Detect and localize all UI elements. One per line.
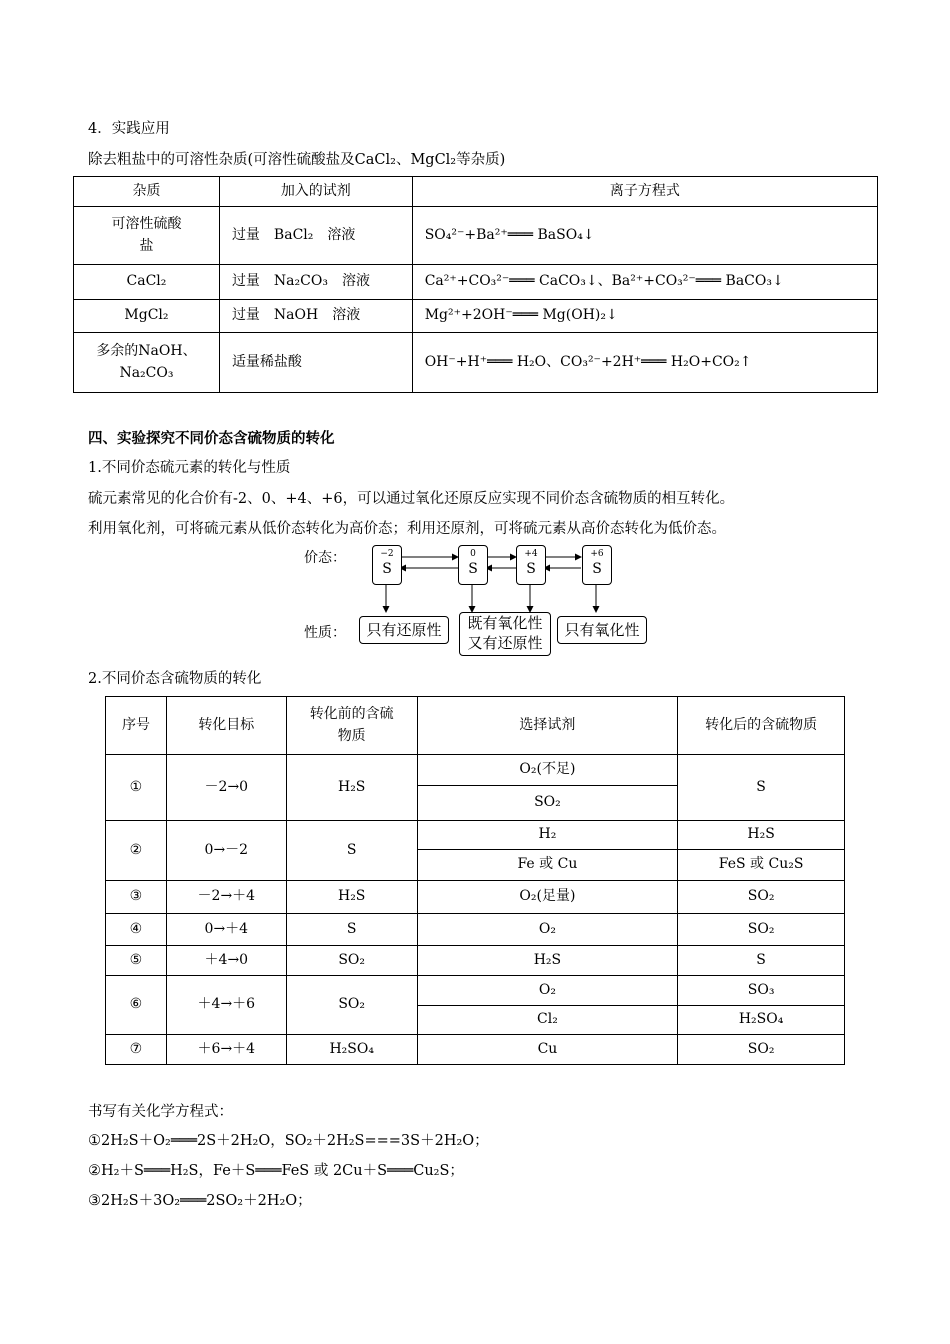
table-row (74, 207, 878, 265)
table-row (106, 755, 845, 786)
table-header-row (74, 177, 878, 207)
after-cell: SO₂ (678, 1035, 845, 1065)
subsection-title: 2.不同价态含硫物质的转化 (88, 671, 262, 687)
valence-diagram (300, 540, 680, 660)
reagent-cell: O₂ (417, 914, 678, 946)
goal-cell: 0→＋4 (166, 914, 286, 946)
goal-cell: ＋6→＋4 (166, 1035, 286, 1065)
before-cell: S (286, 914, 417, 946)
table-header: 转化前的含硫物质 (286, 697, 417, 755)
row-number: ② (106, 821, 167, 881)
before-cell: H₂SO₄ (286, 1035, 417, 1065)
property-line: 既有氧化性 (467, 614, 543, 632)
after-cell: H₂SO₄ (678, 1006, 845, 1035)
goal-cell: －2→＋4 (166, 881, 286, 914)
subsection-title: 1.不同价态硫元素的转化与性质 (88, 460, 291, 476)
table-header: 选择试剂 (417, 697, 678, 755)
paragraph: 利用氧化剂，可将硫元素从低价态转化为高价态；利用还原剂，可将硫元素从高价态转化为低价态。 (88, 521, 726, 537)
reagent-cell: 过量 NaOH 溶液 (219, 300, 412, 333)
reagent-cell: 适量稀盐酸 (219, 333, 412, 393)
table-row (106, 946, 845, 976)
table-row (106, 821, 845, 850)
table-header: 离子方程式 (412, 177, 877, 207)
reagent-cell: Cu (417, 1035, 678, 1065)
element-symbol: S (526, 561, 536, 577)
table-row (106, 976, 845, 1006)
before-cell: H₂S (286, 881, 417, 914)
before-cell: H₂S (286, 755, 417, 821)
after-cell: SO₂ (678, 881, 845, 914)
reagent-cell: Cl₂ (417, 1006, 678, 1035)
before-cell: SO₂ (286, 976, 417, 1035)
before-cell: SO₂ (286, 946, 417, 976)
valence-value: +4 (524, 549, 538, 559)
table-header: 转化目标 (166, 697, 286, 755)
impurity-cell: 多余的NaOH、Na₂CO₃ (74, 333, 220, 393)
reagent-cell: 过量 BaCl₂ 溶液 (219, 207, 412, 265)
table-row (74, 265, 878, 300)
after-cell: SO₂ (678, 914, 845, 946)
sulfur-conversion-table (105, 696, 845, 1065)
row-number: ③ (106, 881, 167, 914)
table-row (106, 881, 845, 914)
valence-value: −2 (380, 549, 394, 559)
reagent-cell: O₂ (417, 976, 678, 1006)
table-row (74, 333, 878, 393)
after-cell: S (678, 755, 845, 821)
reagent-cell: O₂(不足) (417, 755, 678, 786)
property-label: 性质： (304, 625, 346, 641)
equation-line: ①2H₂S＋O₂═══2S＋2H₂O，SO₂＋2H₂S===3S＋2H₂O； (88, 1133, 489, 1149)
table-header: 序号 (106, 697, 167, 755)
table-header: 加入的试剂 (219, 177, 412, 207)
equation-line: ③2H₂S＋3O₂═══2SO₂＋2H₂O； (88, 1193, 312, 1209)
table-row (74, 300, 878, 333)
property-line: 又有还原性 (467, 634, 543, 652)
row-number: ④ (106, 914, 167, 946)
valence-value: 0 (470, 549, 476, 559)
salt-purification-table (73, 176, 878, 393)
row-number: ⑥ (106, 976, 167, 1035)
section-heading: 4．实践应用 (88, 121, 170, 137)
table-row (106, 914, 845, 946)
property-box: 只有氧化性 (557, 616, 647, 644)
table-header: 转化后的含硫物质 (678, 697, 845, 755)
table-header: 杂质 (74, 177, 220, 207)
element-symbol: S (382, 561, 392, 577)
goal-cell: 0→－2 (166, 821, 286, 881)
reagent-cell: H₂ (417, 821, 678, 850)
sulfur-state-box (458, 545, 488, 585)
sulfur-state-box (372, 545, 402, 585)
equations-title: 书写有关化学方程式： (88, 1104, 233, 1120)
equation-cell: SO₄²⁻+Ba²⁺═══ BaSO₄↓ (412, 207, 877, 265)
goal-cell: ＋4→0 (166, 946, 286, 976)
impurity-cell: MgCl₂ (74, 300, 220, 333)
property-box: 只有还原性 (359, 616, 449, 644)
reagent-cell: Fe 或 Cu (417, 850, 678, 881)
valence-label: 价态： (304, 550, 346, 566)
equation-line: ②H₂＋S═══H₂S，Fe＋S═══FeS 或 2Cu＋S═══Cu₂S； (88, 1163, 464, 1179)
after-cell: SO₃ (678, 976, 845, 1006)
table-header-row (106, 697, 845, 755)
paragraph: 硫元素常见的化合价有-2、0、+4、+6，可以通过氧化还原反应实现不同价态含硫物质的相互转化。 (88, 491, 735, 507)
before-cell: S (286, 821, 417, 881)
reagent-cell: H₂S (417, 946, 678, 976)
intro-text: 除去粗盐中的可溶性杂质(可溶性硫酸盐及CaCl₂、MgCl₂等杂质) (88, 152, 506, 168)
sulfur-state-box (516, 545, 546, 585)
impurity-cell: CaCl₂ (74, 265, 220, 300)
after-cell: FeS 或 Cu₂S (678, 850, 845, 881)
row-number: ⑦ (106, 1035, 167, 1065)
reagent-cell: O₂(足量) (417, 881, 678, 914)
equation-cell: OH⁻+H⁺═══ H₂O、CO₃²⁻+2H⁺═══ H₂O+CO₂↑ (412, 333, 877, 393)
goal-cell: －2→0 (166, 755, 286, 821)
goal-cell: ＋4→＋6 (166, 976, 286, 1035)
row-number: ⑤ (106, 946, 167, 976)
reagent-cell: 过量 Na₂CO₃ 溶液 (219, 265, 412, 300)
after-cell: S (678, 946, 845, 976)
equation-cell: Mg²⁺+2OH⁻═══ Mg(OH)₂↓ (412, 300, 877, 333)
property-box (459, 612, 551, 656)
impurity-cell: 可溶性硫酸盐 (74, 207, 220, 265)
sulfur-state-box (582, 545, 612, 585)
table-row (106, 1035, 845, 1065)
equation-cell: Ca²⁺+CO₃²⁻═══ CaCO₃↓、Ba²⁺+CO₃²⁻═══ BaCO₃↓ (412, 265, 877, 300)
section-title: 四、实验探究不同价态含硫物质的转化 (88, 430, 335, 447)
row-number: ① (106, 755, 167, 821)
element-symbol: S (468, 561, 478, 577)
valence-value: +6 (590, 549, 604, 559)
after-cell: H₂S (678, 821, 845, 850)
reagent-cell: SO₂ (417, 786, 678, 821)
element-symbol: S (592, 561, 602, 577)
